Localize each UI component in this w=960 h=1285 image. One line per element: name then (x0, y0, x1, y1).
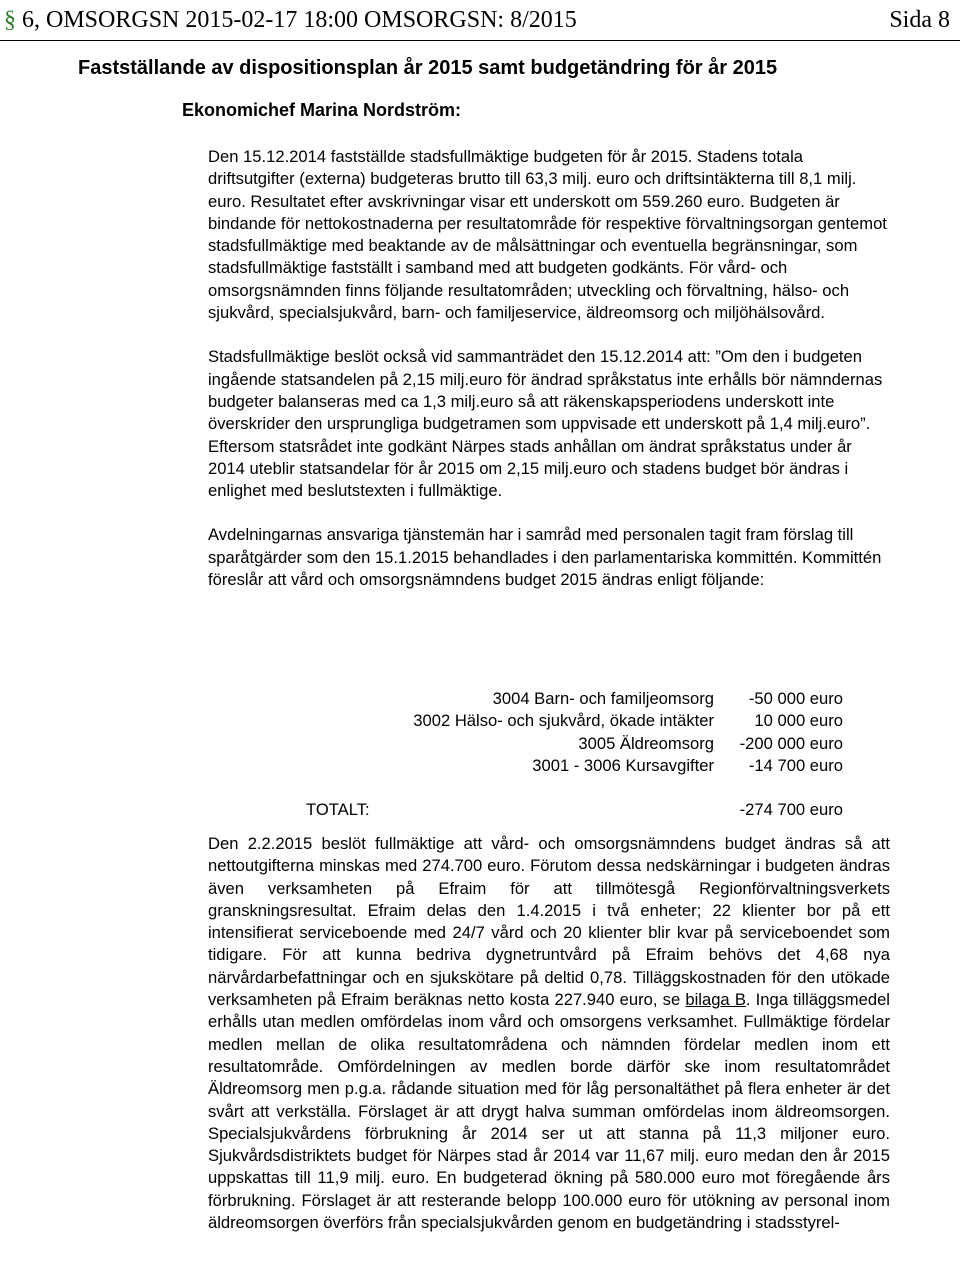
page-header (0, 0, 960, 44)
table-row (208, 755, 843, 777)
budget-table (208, 688, 843, 821)
document-title: Fastställande av dispositionsplan år 2015 samt budgetändring för år 2015 (78, 57, 778, 79)
budget-label: 3001 - 3006 Kursavgifter (532, 756, 714, 776)
table-row (208, 733, 843, 755)
page-number: Sida 8 (889, 7, 950, 33)
budget-amount: -200 000 euro (739, 733, 843, 753)
table-row (208, 710, 843, 732)
budget-label: 3004 Barn- och familjeomsorg (492, 689, 714, 709)
table-row (208, 688, 843, 710)
paragraph-3: Avdelningarnas ansvariga tjänstemän har i samråd med personalen tagit fram förslag till sparåtgärder som den 15.1.2015 behandlades i den parlamentariska kommittén. Kommittén föreslår att vård och omsorgsnämndens budget 2015 ändras enligt följande: (208, 525, 882, 590)
budget-amount: -14 700 euro (748, 756, 843, 776)
budget-amount: -50 000 euro (748, 689, 843, 709)
budget-total-amount: -274 700 euro (739, 800, 843, 820)
document-subtitle: Ekonomichef Marina Nordström: (182, 100, 462, 120)
document-body-lower (208, 833, 890, 1256)
section-mark: § (4, 7, 16, 33)
header-left (4, 7, 577, 34)
header-meeting-info: 6, OMSORGSN 2015-02-17 18:00 OMSORGSN: 8/2015 (22, 7, 577, 33)
budget-total-row (208, 777, 843, 821)
paragraph-1: Den 15.12.2014 fastställde stadsfullmäktige budgeten för år 2015. Stadens totala driftsutgifter (externa) budgeteras brutto till 63,3 milj. euro och driftsintäkterna till 8,1 milj. euro. Resultatet efter avskrivningar visar ett underskott om 559.260 euro. Budgeten är bindande för nettokostnaderna per resultatområde för respektive förvaltningsorgan gentemot stadsfullmäktige med beaktande av de målsättningar och eventuella begränsningar, som stadsfullmäktige fastställt i samband med att budgeten godkänts. För vård- och omsorgsnämnden finns följande resultatområden; utveckling och förvaltning, hälso- och sjukvård, specialsjukvård, barn- och familjeservice, äldreomsorg och miljöhälsovård. (208, 147, 887, 323)
budget-total-label: TOTALT: (306, 800, 370, 820)
paragraph-4-text-b: . Inga tilläggsmedel erhålls utan medlen omfördelas inom vård och omsorgens verksamhet. Fullmäktige fördelar medlen mellan de olika resultatområdena och nämnden fördelar medlen inom ett resultatområde. Omfördelningen av medlen borde därför ske inom resultatområdet Äldreomsorg men p.g.a. rådande situation med för låg personaltäthet på flera enheter är det svårt att verkställa. Förslaget är att drygt halva summan omfördelas inom äldreomsorgen. Specialsjukvårdens förbrukning år 2014 ser ut att stanna på 11,3 miljoner euro. Sjukvårdsdistriktets budget för Närpes stad år 2014 var 11,67 milj. euro medan den år 2015 uppskattas till 11,9 milj. euro. En budgeterad ökning på 580.000 euro mot föregående års förbrukning. Förslaget är att resterande belopp 100.000 euro för utökning av personal inom äldreomsorgen överförs från specialsjukvården genom en budgetändring i stadsstyrel- (208, 990, 890, 1233)
attachment-link[interactable]: bilaga B (685, 990, 746, 1010)
paragraph-4-text-a: Den 2.2.2015 beslöt fullmäktige att vård- och omsorgsnämndens budget ändras så att nettoutgifterna minskas med 274.700 euro. Förutom dessa nedskärningar i budgeten ändras även verksamheten på Efraim för att tillmötesgå Regionförvaltningsverkets granskningsresultat. Efraim delas den 1.4.2015 i två enheter; 22 klienter bor på ett intensifierat serviceboende med 24/7 vård och 20 klienter blir kvar på serviceboendet som tidigare. För att kunna bedriva dygnetruntvård på Efraim behövs det 4,68 nya närvårdarbefattningar och en sjukskötare på deltid 0,78. Tilläggskostnaden för den utökade verksamheten på Efraim beräknas netto kosta 227.940 euro, se (208, 834, 890, 1010)
paragraph-4 (208, 833, 890, 1234)
document-body (208, 146, 890, 613)
budget-label: 3002 Hälso- och sjukvård, ökade intäkter (413, 711, 714, 731)
paragraph-2: Stadsfullmäktige beslöt också vid sammanträdet den 15.12.2014 att: ”Om den i budgeten ingående statsandelen på 2,15 milj.euro för ändrad språkstatus inte erhålls bör nämndernas budgeter balanseras med ca 1,3 milj.euro så att räkenskapsperiodens underskott inte överskrider den ursprungliga budgetramen som uppvisade ett underskott på 1,4 milj.euro”. Eftersom statsrådet inte godkänt Närpes stads anhållan om ändrat språkstatus under år 2014 uteblir statsandelar för år 2015 om 2,15 milj.euro och stadens budget bör ändras i enlighet med beslutstexten i fullmäktige. (208, 347, 883, 501)
budget-table-wrap (208, 682, 843, 839)
header-rule (0, 40, 960, 41)
budget-amount: 10 000 euro (754, 711, 843, 731)
budget-label: 3005 Äldreomsorg (578, 733, 714, 753)
